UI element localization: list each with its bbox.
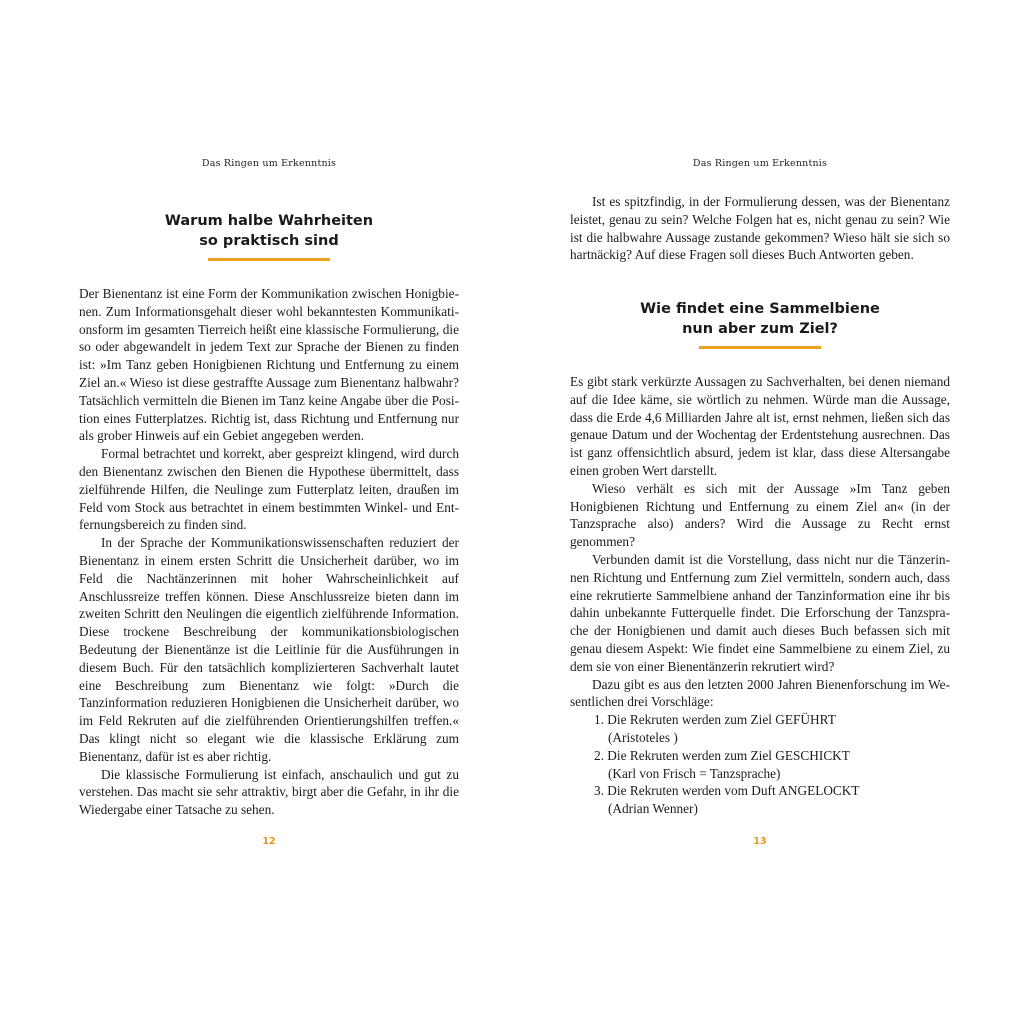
- intro-text-right: [570, 193, 950, 264]
- list-item-main: 1. Die Rekruten werden zum Ziel GEFÜHRT: [594, 712, 836, 728]
- paragraph: Es gibt stark verkürzte Aussagen zu Sachverhalten, bei denen niemand auf die Idee käme, sie wörtlich zu nehmen. Würde man die Aussage, dass die Erde 4,6 Milliarden Jahre alt ist, ernst nehmen, ließen sich das genaue Datum und der Wochentag der Erdentstehung ausrechnen. Das ist ganz offensichtlich absurd, jedem ist klar, dass diese Altersangabe einen groben Wert darstellt.: [570, 374, 950, 478]
- paragraph: Verbunden damit ist die Vorstellung, dass nicht nur die Tänzerinnen Richtung und Entfernung zum Ziel vermitteln, sondern auch, dass eine rekrutierte Sammelbiene anhand der Tanzinformation eine ihr bis dahin unbekannte Futterquelle findet. Die Erforschung der Tanzsprache der Honigbienen und damit auch dieses Buch befassen sich mit genau diesem Aspekt: Wie findet eine Sammelbiene zu einem Ziel, zu dem sie von einer Bienentänzerin rekrutiert wird?: [570, 551, 950, 674]
- right-page: [570, 0, 950, 1024]
- section-heading-right: [570, 299, 950, 349]
- running-header-right: Das Ringen um Erkenntnis: [692, 158, 828, 169]
- page-number-left: 12: [262, 836, 276, 847]
- running-header-left: Das Ringen um Erkenntnis: [201, 158, 337, 169]
- page-number-right: 13: [753, 836, 767, 847]
- paragraph: In der Sprache der Kommunikationswissenschaften reduziert der Bienentanz in einem ersten Schritt die Unsicherheit darüber, wo im Feld die Nachtänzerinnen mit hoher Wahrscheinlichkeit auf Anschlussreize treffen können. Diese Anschlussreize bieten dann im zweiten Schritt den Neulingen die eigentlich zielführende Information. Diese trockene Beschreibung der kommunikationsbiologischen Bedeutung der Bienentänze ist die Leitlinie für die Ausführungen in diesem Buch. Für den tatsächlich komplizierteren Sachverhalt lautet eine Beschreibung zum Bienentanz wie folgt: »Durch die Tanzinformation reduzieren Honigbienen die Unsicherheit darüber, wo im Feld Rekruten auf die zielführenden Orientierungshilfen treffen.« Das klingt nicht so elegant wie die klassische Erklärung zum Bienentanz, dafür ist es aber richtig.: [79, 535, 459, 764]
- list-item-sub: (Aristoteles ): [608, 729, 678, 745]
- paragraph: Ist es spitzfindig, in der Formulierung dessen, was der Bienentanz leistet, genau zu sein? Welche Folgen hat es, nicht genau zu sein? Wie ist die halbwahre Aussage zustande gekommen? Wieso hält sie sich so hartnäckig? Auf diese Fragen soll dieses Buch Antworten geben.: [570, 194, 950, 263]
- list-item: [570, 747, 950, 783]
- paragraph: Formal betrachtet und korrekt, aber gespreizt klingend, wird durch den Bienentanz zwischen den Bienen die Hypothese übermittelt, dass zielführende Hilfen, die Neulinge zum Futterplatz leiten, draußen im Feld vom Stock aus betrachtet in einem bestimmten Winkel- und Entfernungsbereich zu finden sind.: [79, 446, 459, 533]
- heading-accent-rule: [208, 258, 330, 261]
- heading-line-2: so praktisch sind: [199, 233, 339, 249]
- heading-line-2: nun aber zum Ziel?: [682, 321, 838, 337]
- paragraph: Die klassische Formulierung ist einfach, anschaulich und gut zu verstehen. Das macht sie sehr attraktiv, birgt aber die Gefahr, in ihr die Wiedergabe einer Tatsache zu sehen.: [79, 766, 459, 818]
- heading-accent-rule: [699, 346, 821, 349]
- paragraph: Wieso verhält es sich mit der Aussage »Im Tanz geben Honigbienen Richtung und Entfernung zu einem Ziel an« (in der Tanzsprache also) anders? Wird die Aussage zu Recht ernst genommen?: [570, 480, 950, 550]
- list-item: [570, 782, 950, 818]
- list-item-sub: (Karl von Frisch = Tanzsprache): [608, 765, 781, 781]
- list-item-main: 2. Die Rekruten werden zum Ziel GESCHICKT: [594, 747, 850, 763]
- paragraph: Der Bienentanz ist eine Form der Kommunikation zwischen Honigbienen. Zum Informationsgehalt dieser wohl bekanntesten Kommunikationsform im gesamten Tierreich heißt eine klassische Formulierung, die so oder abgewandelt in jedem Text zur Sprache der Bienen zu finden ist: »Im Tanz geben Honigbienen Richtung und Entfernung zu einem Ziel an.« Wieso ist diese gestraffte Aussage zum Bienentanz halbwahr? Tatsächlich vermitteln die Bienen im Tanz keine Angabe über die Position eines Futterplatzes. Richtig ist, dass Richtung und Entfernung nur als grober Hinweis auf ein Gebiet angegeben werden.: [79, 286, 459, 444]
- heading-line-1: Warum halbe Wahrheiten: [164, 213, 374, 229]
- body-text-right: [570, 373, 950, 818]
- heading-line-1: Wie findet eine Sammelbiene: [640, 301, 880, 317]
- list-item-sub: (Adrian Wenner): [608, 801, 698, 817]
- left-page: [79, 0, 459, 1024]
- list-item-main: 3. Die Rekruten werden vom Duft ANGELOCKT: [594, 783, 860, 799]
- body-text-left: [79, 285, 459, 819]
- list-item: [570, 711, 950, 747]
- section-heading-left: [79, 211, 459, 261]
- paragraph: Dazu gibt es aus den letzten 2000 Jahren Bienenforschung im Wesentlichen drei Vorschläge:: [570, 676, 950, 710]
